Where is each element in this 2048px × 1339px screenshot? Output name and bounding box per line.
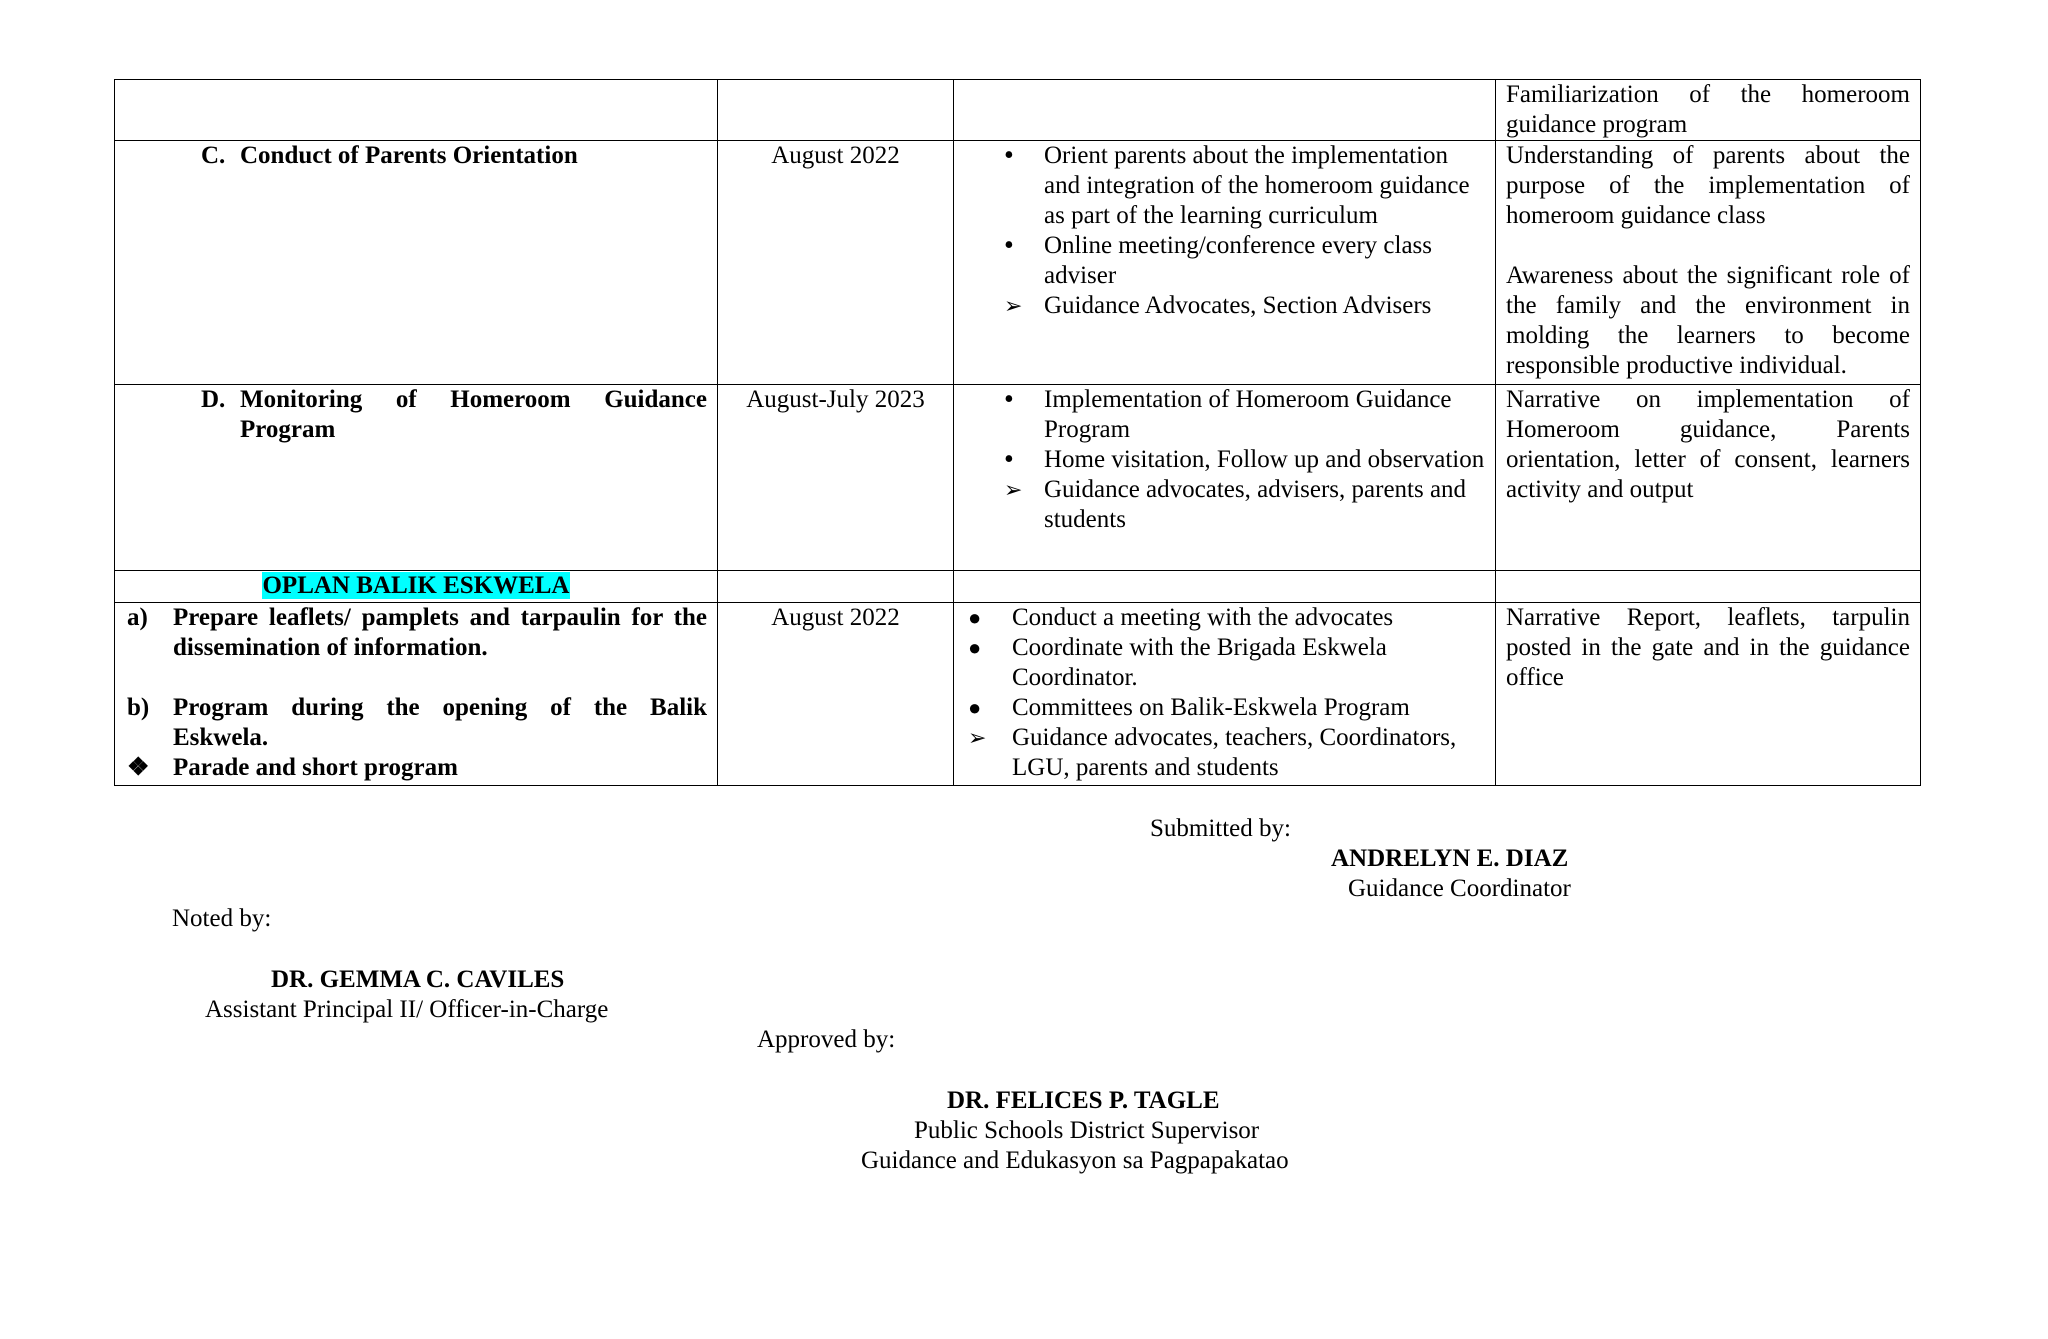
list-item: a) Prepare leaflets/ pamplets and tarpaulin for the dissemination of information. [127,604,707,661]
action-plan-table [114,79,1921,786]
list-item: ● Committees on Balik-Eskwela Program [964,693,1485,723]
noted-by-label: Noted by: [172,905,272,932]
diamond-bullet-icon: ❖ [127,754,150,781]
list-item: ❖ Parade and short program [127,754,458,781]
bullet-icon [1004,385,1034,416]
date-cell: August 2022 [718,603,954,786]
table-row [115,603,1921,786]
approved-by-name: DR. FELICES P. TAGLE [947,1087,1220,1114]
list-item: • Home visitation, Follow up and observation [964,445,1485,475]
list-item: • Implementation of Homeroom Guidance Program [964,385,1485,445]
list-item: ➢ Guidance advocates, teachers, Coordinators, LGU, parents and students [964,723,1485,783]
list-item: ● Coordinate with the Brigada Eskwela Coordinator. [964,633,1485,693]
list-item: b) Program during the opening of the Balik Eskwela. [127,694,707,751]
activity-item: C. Conduct of Parents Orientation [125,141,707,171]
bullet-icon [1004,445,1034,476]
activity-item: D. Monitoring of Homeroom Guidance Program [201,386,707,443]
arrow-bullet-icon [1004,475,1034,506]
submitted-by-label: Submitted by: [1150,815,1291,842]
outcome-cell: Narrative on implementation of Homeroom guidance, Parents orientation, letter of consent, learners activity and output [1496,385,1921,571]
list-item: ● Conduct a meeting with the advocates [964,603,1485,633]
activity-title: Conduct of Parents Orientation [240,142,578,169]
arrow-bullet-icon [968,723,998,754]
strategy-list [964,385,1485,535]
outcome-cell: Familiarization of the homeroom guidance program [1496,80,1921,141]
outcome-cell: Understanding of parents about the purpose of the implementation of homeroom guidance class Awareness about the significant role of the family and the environment in molding the learners to become responsible productive individual. [1496,141,1921,385]
noted-by-title: Assistant Principal II/ Officer-in-Charge [205,996,609,1023]
strategy-list [964,141,1485,321]
list-item: • Online meeting/conference every class adviser [964,231,1485,291]
submitted-by-title: Guidance Coordinator [1348,875,1571,902]
activity-title: Monitoring of Homeroom Guidance Program [240,386,707,443]
strategy-list [964,603,1485,783]
date-cell: August-July 2023 [718,385,954,571]
table-row [115,80,1921,141]
date-cell: August 2022 [718,141,954,385]
approved-by-label: Approved by: [757,1026,896,1053]
noted-by-name: DR. GEMMA C. CAVILES [271,966,565,993]
arrow-bullet-icon [1004,291,1034,322]
bullet-icon [968,603,998,633]
table-row [115,385,1921,571]
table-row [115,571,1921,603]
bullet-icon [968,693,998,723]
table-row [115,141,1921,385]
approved-by-title: Guidance and Edukasyon sa Pagpapakatao [861,1147,1289,1174]
bullet-icon [968,633,998,663]
bullet-icon [1004,231,1034,262]
approved-by-title: Public Schools District Supervisor [914,1117,1260,1144]
submitted-by-name: ANDRELYN E. DIAZ [1331,845,1569,872]
outcome-cell: Narrative Report, leaflets, tarpulin posted in the gate and in the guidance office [1496,603,1921,786]
list-item: • Orient parents about the implementation and integration of the homeroom guidance as part of the learning curriculum [964,141,1485,231]
list-item: ➢ Guidance Advocates, Section Advisers [964,291,1485,321]
section-heading: OPLAN BALIK ESKWELA [262,572,570,599]
bullet-icon [1004,141,1034,172]
list-item: ➢ Guidance advocates, advisers, parents and students [964,475,1485,535]
